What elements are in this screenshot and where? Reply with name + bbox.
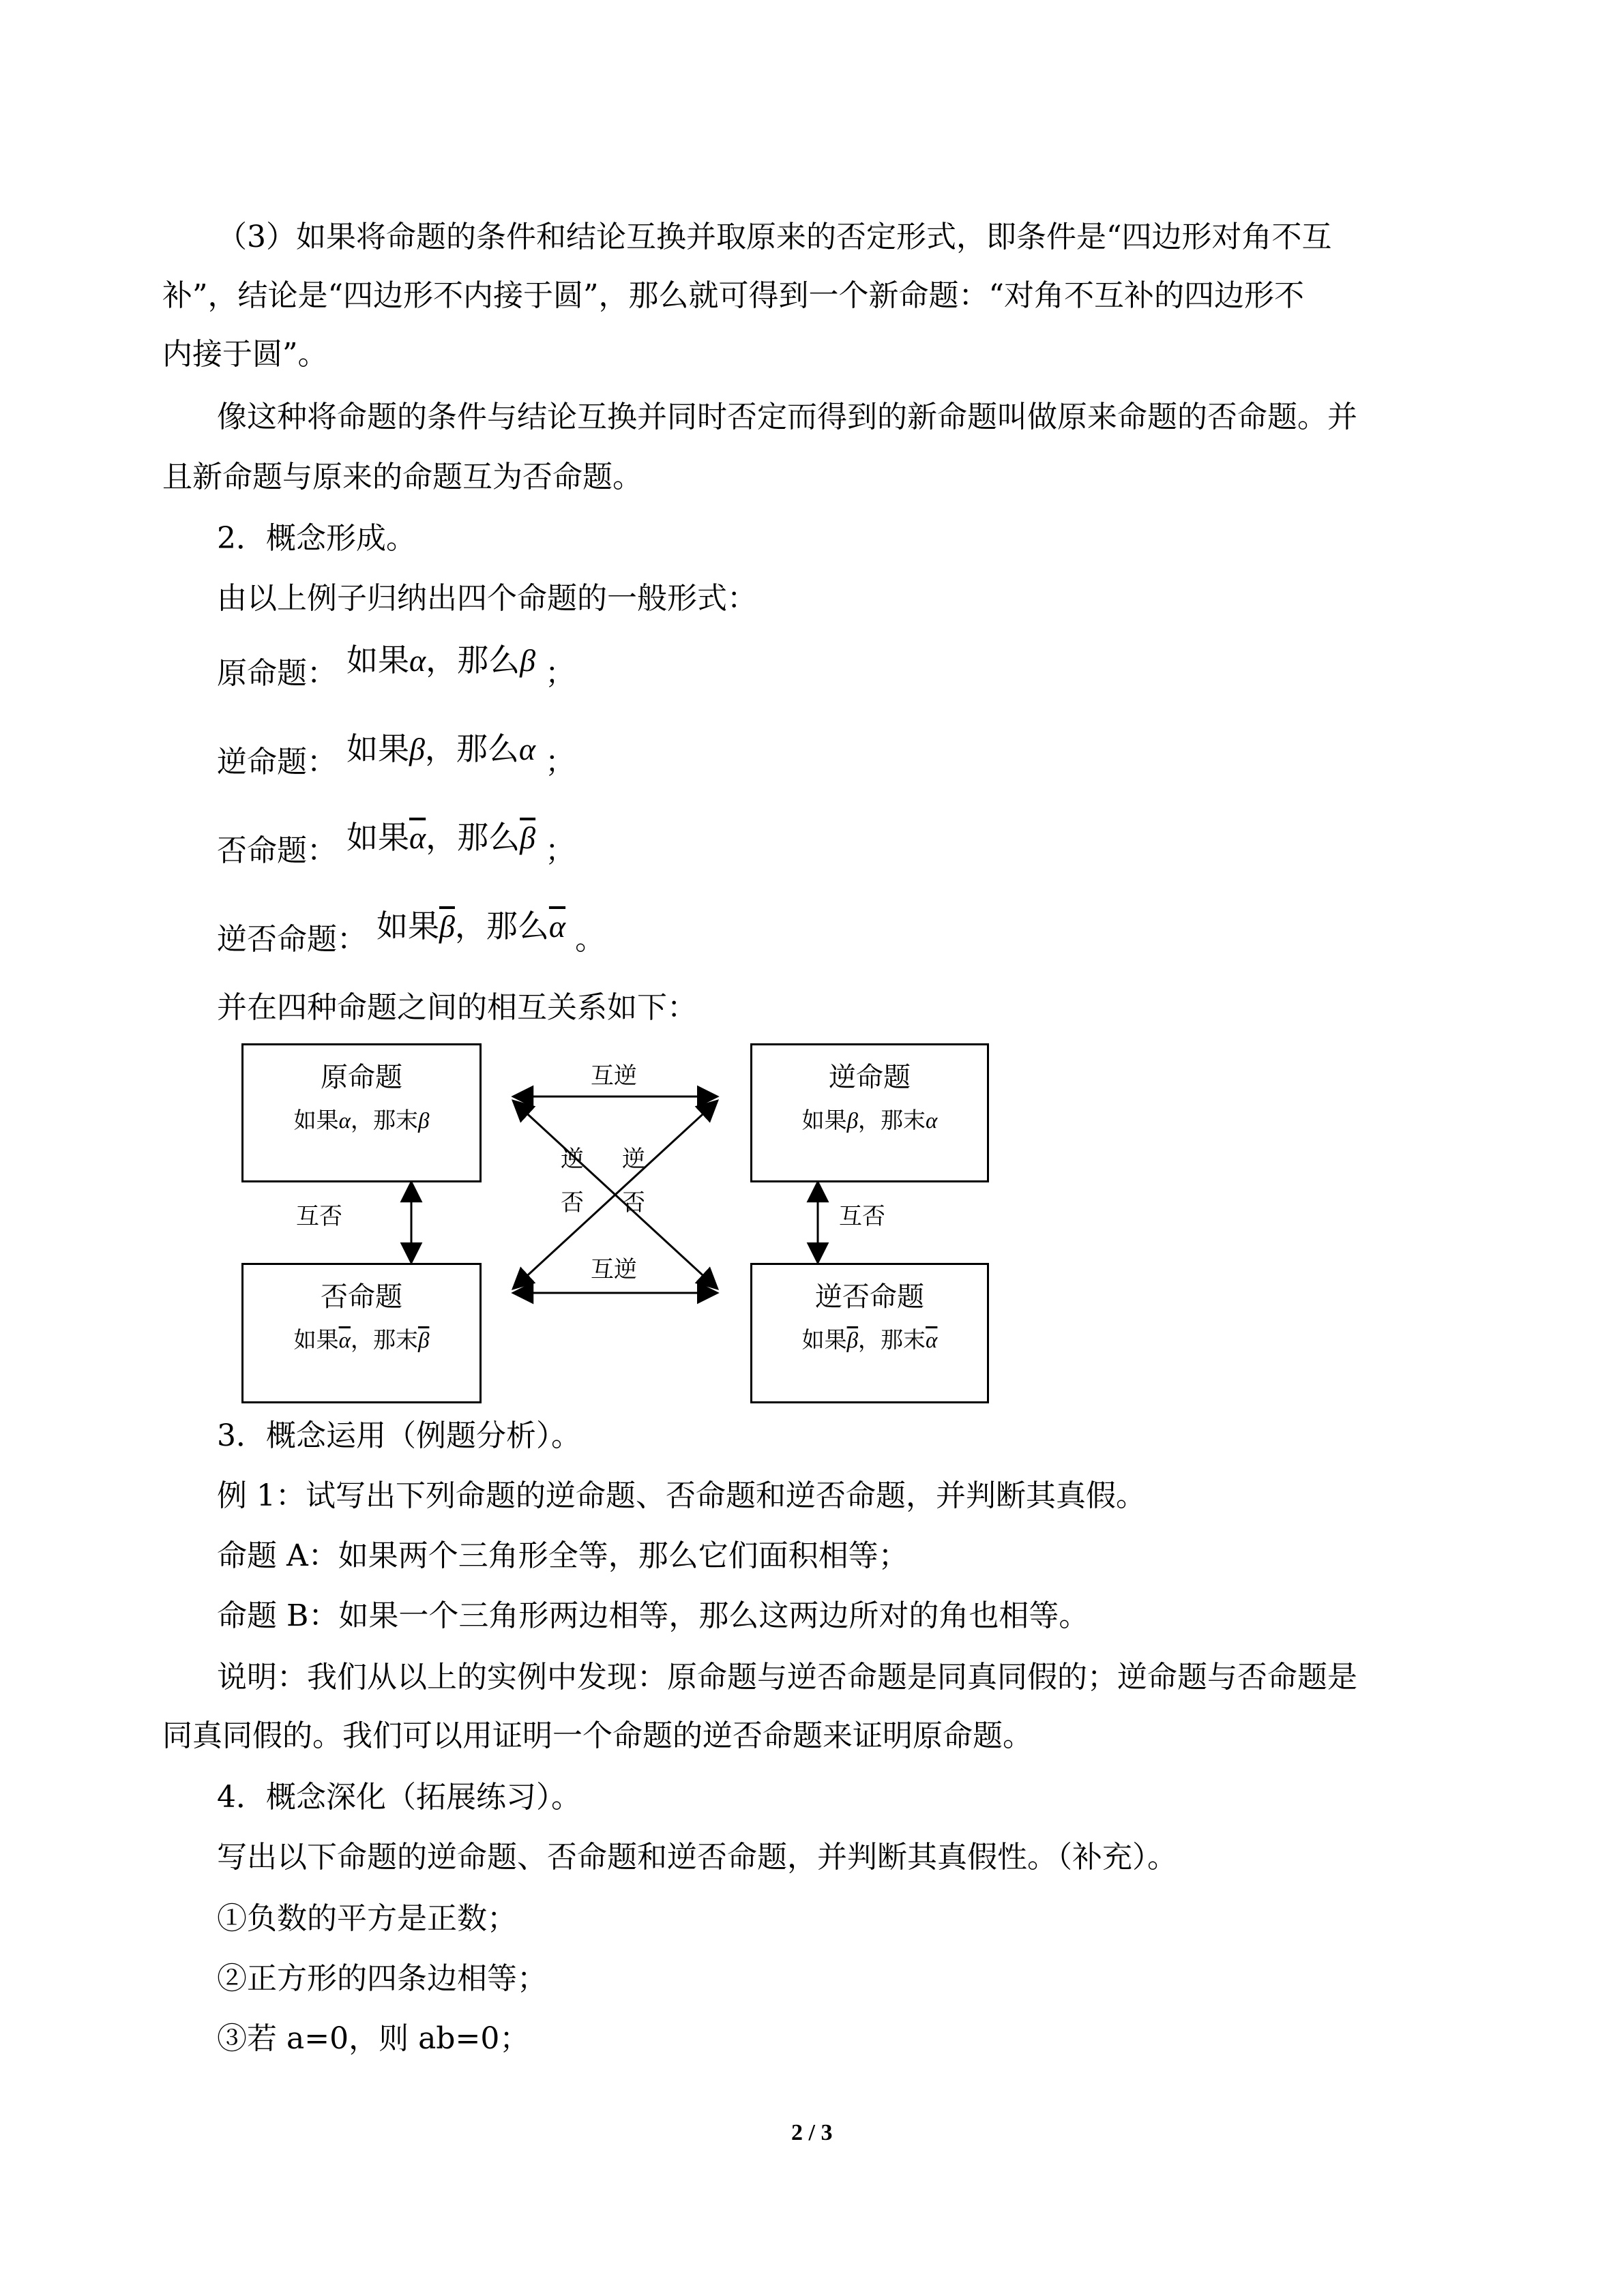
page-number: 2 / 3 [791, 2120, 833, 2145]
exercise-intro: 写出以下命题的逆命题、否命题和逆否命题，并判断其真假性。（补充）。 [217, 1840, 1177, 1875]
definition-line2: 且新命题与原来的命题互为否命题。 [162, 460, 643, 494]
box-original-content: 如果α，那末β [293, 1107, 430, 1133]
proposition-a: 命题 A：如果两个三角形全等，那么它们面积相等； [217, 1538, 909, 1573]
example-1: 例 1：试写出下列命题的逆命题、否命题和逆否命题，并判断其真假。 [217, 1478, 1146, 1513]
p3-line3: 内接于圆”。 [162, 337, 328, 372]
form-converse: 逆命题： 如果β，那么α ； [217, 730, 576, 779]
box-converse [750, 1043, 989, 1182]
definition-line1: 像这种将命题的条件与结论互换并同时否定而得到的新命题叫做原来命题的否命题。并 [217, 400, 1357, 434]
form-contrapositive-formula: 如果$\overline{\beta}$，那么$\overline{\alpha}$ [377, 908, 566, 944]
note-line2: 同真同假的。我们可以用证明一个命题的逆否命题来证明原命题。 [162, 1718, 1033, 1753]
box-inverse [241, 1263, 482, 1403]
label-mutual-negation-left: 互否 [296, 1203, 342, 1230]
note-line1: 说明：我们从以上的实例中发现：原命题与逆否命题是同真同假的；逆命题与否命题是 [217, 1660, 1357, 1695]
box-inverse-content: 如果$\overline{\alpha}$，那末$\overline{\beta}$ [293, 1326, 430, 1353]
form-original-formula: 如果α，那么β [346, 642, 536, 679]
label-contrapositive-left-1: 逆 [561, 1146, 584, 1173]
box-original [241, 1043, 482, 1182]
box-contrapositive-content: 如果$\overline{\beta}$，那末$\overline{\alpha}$ [801, 1326, 938, 1353]
form-original-label: 原命题： [217, 656, 337, 691]
form-converse-formula: 如果β，那么α [346, 730, 536, 767]
box-original-title: 原命题 [321, 1062, 402, 1093]
exercise-2: ②正方形的四条边相等； [217, 1961, 547, 1996]
label-mutual-converse-bottom: 互逆 [591, 1256, 637, 1283]
relation-intro: 并在四种命题之间的相互关系如下： [217, 990, 697, 1025]
section-3-heading: 3．概念运用（例题分析）。 [217, 1418, 581, 1453]
label-contrapositive-left-2: 否 [561, 1189, 584, 1217]
box-converse-content: 如果β，那末α [801, 1107, 938, 1133]
exercise-1: ①负数的平方是正数； [217, 1901, 517, 1936]
form-contrapositive-label: 逆否命题： [217, 922, 367, 957]
box-converse-title: 逆命题 [829, 1062, 911, 1093]
summary-line: 由以上例子归纳出四个命题的一般形式： [217, 581, 757, 616]
section-2-heading: 2．概念形成。 [217, 521, 416, 556]
p3-line1: （3）如果将命题的条件和结论互换并取原来的否定形式，即条件是“四边形对角不互 [217, 220, 1332, 254]
form-inverse-formula: 如果$\overline{\alpha}$，那么$\overline{\beta}$ [346, 819, 536, 856]
box-contrapositive [750, 1263, 989, 1403]
form-converse-label: 逆命题： [217, 745, 337, 779]
box-contrapositive-title: 逆否命题 [815, 1281, 924, 1313]
form-inverse-label: 否命题： [217, 833, 337, 868]
form-inverse: 否命题： 如果$\overline{\alpha}$，那么$\overline{\beta}$ ； [217, 819, 576, 868]
form-contrapositive: 逆否命题： 如果$\overline{\beta}$，那么$\overline{\alpha}$ 。 [217, 908, 606, 957]
exercise-3: ③若 a=0，则 ab=0； [217, 2021, 530, 2056]
form-original: 原命题： 如果α，那么β ； [217, 642, 576, 691]
p3-line2: 补”，结论是“四边形不内接于圆”，那么就可得到一个新命题：“对角不互补的四边形不 [162, 278, 1304, 313]
label-contrapositive-right-2: 否 [622, 1189, 645, 1217]
label-mutual-converse-top: 互逆 [591, 1062, 637, 1090]
section-4-heading: 4．概念深化（拓展练习）。 [217, 1780, 581, 1815]
box-inverse-title: 否命题 [321, 1281, 402, 1313]
label-contrapositive-right-1: 逆 [622, 1146, 645, 1173]
proposition-b: 命题 B：如果一个三角形两边相等，那么这两边所对的角也相等。 [217, 1598, 1089, 1633]
label-mutual-negation-right: 互否 [839, 1203, 885, 1230]
